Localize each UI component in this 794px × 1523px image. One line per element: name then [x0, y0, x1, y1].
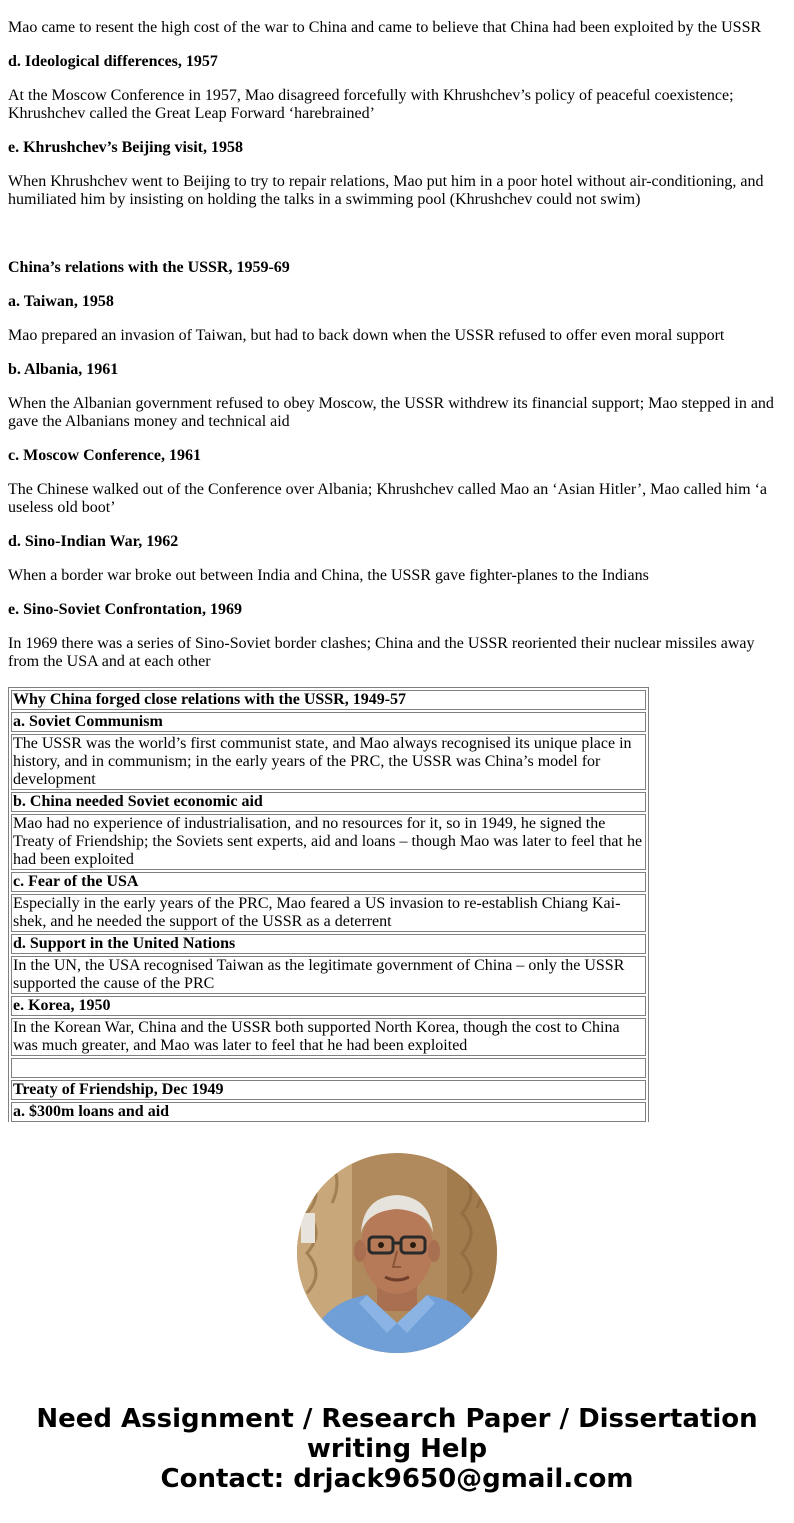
promo-line: writing Help	[306, 1434, 488, 1464]
section-heading: e. Sino-Soviet Confrontation, 1969	[8, 601, 242, 618]
page-section-title: China’s relations with the USSR, 1959-69	[8, 259, 290, 276]
paragraph: When Khrushchev went to Beijing to try to repair relations, Mao put him in a poor hotel without air-conditioning, and humiliated him by insisting on holding the talks in a swimming pool (Khrushchev could not swim)	[8, 173, 764, 208]
table-empty-cell	[11, 1058, 646, 1078]
section-heading: d. Sino-Indian War, 1962	[8, 533, 179, 550]
table-row	[11, 792, 646, 812]
table-row	[11, 1102, 646, 1122]
table-text-cell: In the UN, the USA recognised Taiwan as the legitimate government of China – only the USSR supported the cause of the PRC	[11, 956, 646, 994]
section-heading: c. Moscow Conference, 1961	[8, 447, 201, 464]
notes-table-container[interactable]	[8, 687, 649, 1122]
table-row	[11, 1080, 646, 1100]
table-row	[11, 734, 646, 790]
table-heading-cell: c. Fear of the USA	[11, 872, 646, 892]
table-heading-cell: a. Soviet Communism	[11, 712, 646, 732]
paragraph: At the Moscow Conference in 1957, Mao disagreed forcefully with Khrushchev’s policy of peaceful coexistence; Khrushchev called the Great Leap Forward ‘harebrained’	[8, 87, 734, 122]
author-photo-icon	[297, 1153, 497, 1353]
promo-footer	[0, 1404, 794, 1494]
section-heading: d. Ideological differences, 1957	[8, 53, 218, 70]
contact-email: Contact: drjack9650@gmail.com	[160, 1464, 634, 1494]
paragraph: Mao came to resent the high cost of the war to China and came to believe that China had been exploited by the USSR	[8, 19, 762, 36]
table-title-cell: Why China forged close relations with the USSR, 1949-57	[11, 690, 646, 710]
paragraph: When the Albanian government refused to obey Moscow, the USSR withdrew its financial support; Mao stepped in and gave the Albanians money and technical aid	[8, 395, 774, 430]
table-row	[11, 996, 646, 1016]
table-text-cell: Mao had no experience of industrialisation, and no resources for it, so in 1949, he signed the Treaty of Friendship; the Soviets sent experts, aid and loans – though Mao was later to feel that he had been exploited	[11, 814, 646, 870]
table-heading-cell: d. Support in the United Nations	[11, 934, 646, 954]
table-row	[11, 956, 646, 994]
paragraph: In 1969 there was a series of Sino-Soviet border clashes; China and the USSR reoriented their nuclear missiles away from the USA and at each other	[8, 635, 755, 670]
paragraph: Mao prepared an invasion of Taiwan, but had to back down when the USSR refused to offer even moral support	[8, 327, 725, 344]
author-avatar	[297, 1153, 497, 1353]
table-row	[11, 1018, 646, 1056]
table-row	[11, 1058, 646, 1078]
table-row	[11, 894, 646, 932]
table-heading-cell: a. $300m loans and aid	[11, 1102, 646, 1122]
document-body	[8, 19, 786, 687]
table-row	[11, 934, 646, 954]
paragraph: The Chinese walked out of the Conference over Albania; Khrushchev called Mao an ‘Asian Hitler’, Mao called him ‘a useless old boot’	[8, 481, 767, 516]
table-heading-cell: b. China needed Soviet economic aid	[11, 792, 646, 812]
paragraph: When a border war broke out between India and China, the USSR gave fighter-planes to the Indians	[8, 567, 649, 584]
notes-table	[9, 688, 648, 1122]
section-heading: a. Taiwan, 1958	[8, 293, 114, 310]
table-row	[11, 872, 646, 892]
table-heading-cell: Treaty of Friendship, Dec 1949	[11, 1080, 646, 1100]
section-heading: b. Albania, 1961	[8, 361, 119, 378]
table-row	[11, 814, 646, 870]
table-heading-cell: e. Korea, 1950	[11, 996, 646, 1016]
table-text-cell: The USSR was the world’s first communist state, and Mao always recognised its unique place in history, and in communism; in the early years of the PRC, the USSR was China’s model for development	[11, 734, 646, 790]
blank-spacer	[8, 225, 786, 259]
table-text-cell: Especially in the early years of the PRC, Mao feared a US invasion to re-establish Chiang Kai-shek, and he needed the support of the USSR as a deterrent	[11, 894, 646, 932]
promo-line: Need Assignment / Research Paper / Dissertation	[36, 1404, 758, 1434]
table-text-cell: In the Korean War, China and the USSR both supported North Korea, though the cost to China was much greater, and Mao was later to feel that he had been exploited	[11, 1018, 646, 1056]
section-heading: e. Khrushchev’s Beijing visit, 1958	[8, 139, 243, 156]
table-row	[11, 690, 646, 710]
table-row	[11, 712, 646, 732]
